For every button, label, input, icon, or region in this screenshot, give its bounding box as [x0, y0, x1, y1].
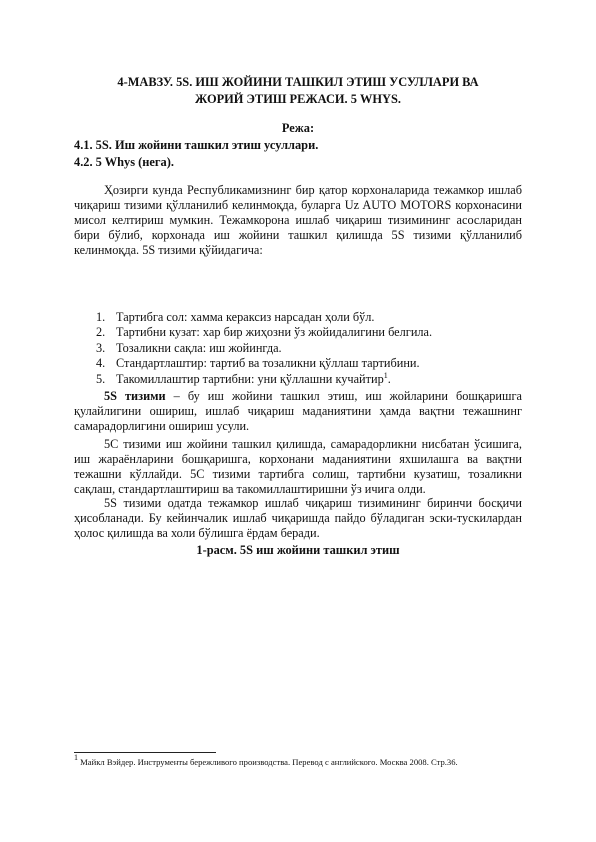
list-item-number: 5.: [96, 371, 106, 386]
definition-term: 5S тизими: [104, 389, 166, 403]
paragraph-5c: 5С тизими иш жойини ташкил қилишда, самарадорликни нисбатан ўсишига, иш жараёнларини бошқаришга, корхонани маданиятини яхшилашга ва вақтни тежашни кўллайди. 5С тизими тартибга солиш, тартибни кузатиш, тозаликни сақлаш, стандартлаштириш ва такомиллаштиришни ўз ичига олди.: [74, 437, 522, 496]
list-item: [96, 310, 526, 325]
list-item-number: 4.: [96, 356, 106, 371]
footnote-reference[interactable]: 1: [383, 370, 388, 380]
list-item-text: Тозаликни сақла: иш жойингда.: [116, 340, 282, 355]
footnote-citation: Майкл Вэйдер. Инструменты бережливого производства. Перевод с английского. Москва 2008. Стр.36.: [78, 757, 458, 767]
footnote: [74, 753, 544, 767]
footnote-divider: [74, 752, 216, 753]
list-item-text: Тартибни кузат: хар бир жиҳозни ўз жойидалигини белгила.: [116, 325, 433, 340]
plan-heading: Режа:: [281, 121, 315, 135]
plan-item-2: 4.2. 5 Whys (нега).: [74, 155, 174, 169]
list-item-number: 3.: [96, 340, 106, 355]
list-item-text: Тартибга сол: хамма кераксиз нарсадан ҳоли бўл.: [116, 310, 375, 324]
list-item-number: 1.: [96, 310, 106, 324]
definition-text: – бу иш жойини ташкил этиш, иш жойларини бошқаришга қулайлигини ошириш, ишлаб чиқариш маданиятини ҳамда вақтни тежашнинг самарадорлигини ошириш усули.: [74, 389, 522, 433]
list-item: [96, 341, 526, 356]
list-item: [96, 325, 526, 340]
list-item-text: Такомиллаштир тартибни: уни қўллашни кучайтир: [116, 371, 384, 386]
figure-caption: 1-расм. 5S иш жойини ташкил этиш: [196, 543, 400, 557]
paragraph-first-step: 5S тизими одатда тежамкор ишлаб чиқариш тизимининг биринчи босқичи ҳисобланади. Бу кейинчалик ишлаб чиқаришда пайдо бўладиган эски-тускилардан ҳолос қилишда ва холи бўлишга ёрдам беради.: [74, 496, 522, 540]
list-item-tail: .: [387, 371, 391, 386]
title-line-2: ЖОРИЙ ЭТИШ РЕЖАСИ. 5 WHYS.: [195, 92, 401, 106]
plan-item-1: 4.1. 5S. Иш жойини ташкил этиш усуллари.: [74, 138, 319, 152]
list-item: [96, 356, 526, 371]
document-title: [60, 74, 536, 108]
list-item: [96, 372, 526, 387]
paragraph-definition: [74, 389, 522, 434]
paragraph-intro: Ҳозирги кунда Республикамизнинг бир қатор корхоналарида тежамкор ишлаб чиқариш тизими қўлланилиб келинмоқда, буларга Uz AUTO MOTORS корхонасини мисол келтириш мумкин. Тежамкорона ишлаб чиқариш тизимининг асосларидан бири бўлиб, корхонада иш жойини ташкил қилишда 5S тизими қўлланилиб келинмоқда. 5S тизими қўйидагича:: [74, 183, 522, 257]
figure-placeholder: [74, 562, 522, 742]
list-item-number: 2.: [96, 325, 106, 340]
title-line-1: 4-МАВЗУ. 5S. ИШ ЖОЙИНИ ТАШКИЛ ЭТИШ УСУЛЛАРИ ВА: [117, 75, 479, 89]
footnote-mark: 1: [74, 753, 78, 762]
fives-list: [96, 310, 526, 387]
list-item-text: Стандартлаштир: тартиб ва тозаликни қўллаш тартибини.: [116, 356, 420, 371]
